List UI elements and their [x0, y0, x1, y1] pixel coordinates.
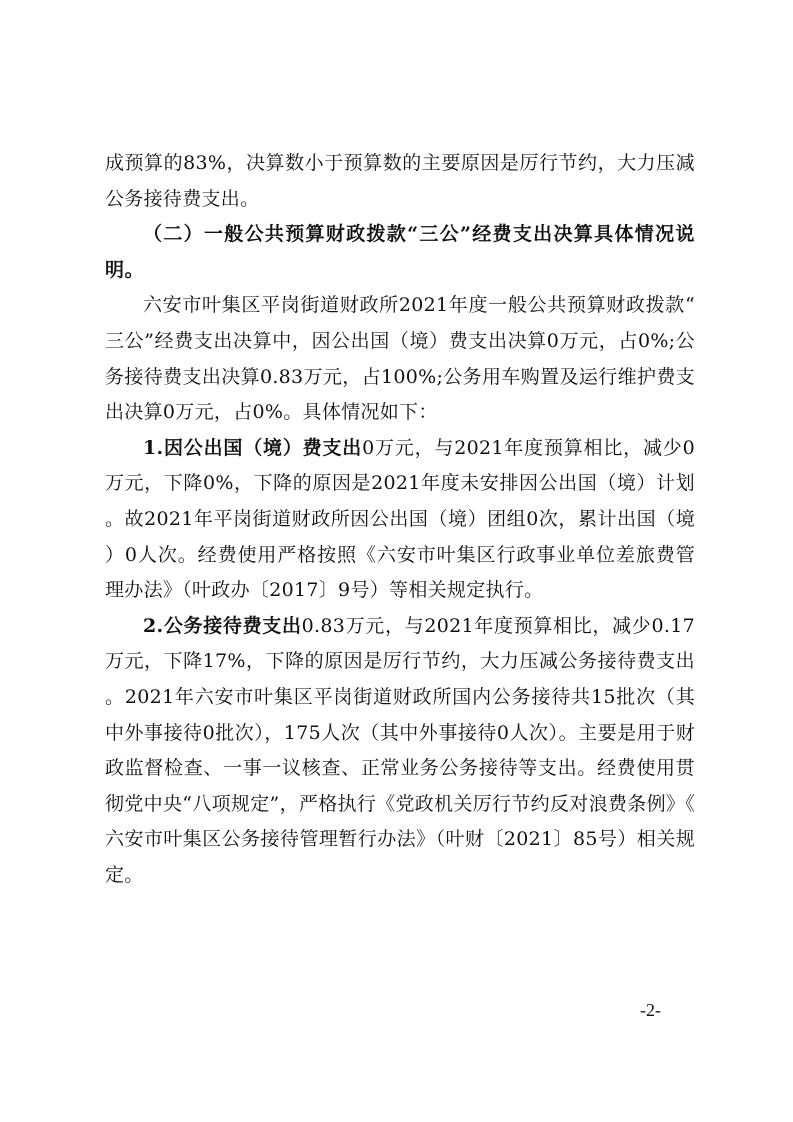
item-1-body: 0万元，与2021年度预算相比，减少0万元，下降0%，下降的原因是2021年度未安排因公出国（境）计划。故2021年平岗街道财政所因公出国（境）团组0次，累计出国（境）0人次。经费使用严格按照《六安市叶集区行政事业单位差旅费管理办法》（叶政办〔2017〕9号）等相关规定执行。: [105, 436, 695, 602]
item-2-lead: 2.公务接待费支出: [143, 614, 302, 637]
section-heading: （二）一般公共预算财政拨款“三公”经费支出决算具体情况说明。: [105, 223, 695, 281]
item-2-body: 0.83万元，与2021年度预算相比，减少0.17万元，下降17%，下降的原因是厉行节约，大力压减公务接待费支出。2021年六安市叶集区平岗街道财政所国内公务接待共15批次（其中外事接待0批次），175人次（其中外事接待0人次）。主要是用于财政监督检查、一事一议核查、正常业务公务接待等支出。经费使用贯彻党中央“八项规定”，严格执行《党政机关厉行节约反对浪费条例》《六安市叶集区公务接待管理暂行办法》（叶财〔2021〕85号）相关规定。: [105, 614, 695, 886]
document-body: [105, 146, 695, 893]
paragraph-summary: 六安市叶集区平岗街道财政所2021年度一般公共预算财政拨款“三公”经费支出决算中，因公出国（境）费支出决算0万元，占0%;公务接待费支出决算0.83万元，占100%;公务用车购置及运行维护费支出决算0万元，占0%。具体情况如下：: [105, 294, 695, 424]
item-1-lead: 1.因公出国（境）费支出: [143, 436, 363, 459]
paragraph-reception-expense: [105, 609, 695, 894]
page-number: -2-: [640, 1000, 661, 1020]
paragraph-overseas-expense: [105, 431, 695, 609]
paragraph-continuation: 成预算的83%，决算数小于预算数的主要原因是厉行节约，大力压减公务接待费支出。: [105, 152, 695, 210]
